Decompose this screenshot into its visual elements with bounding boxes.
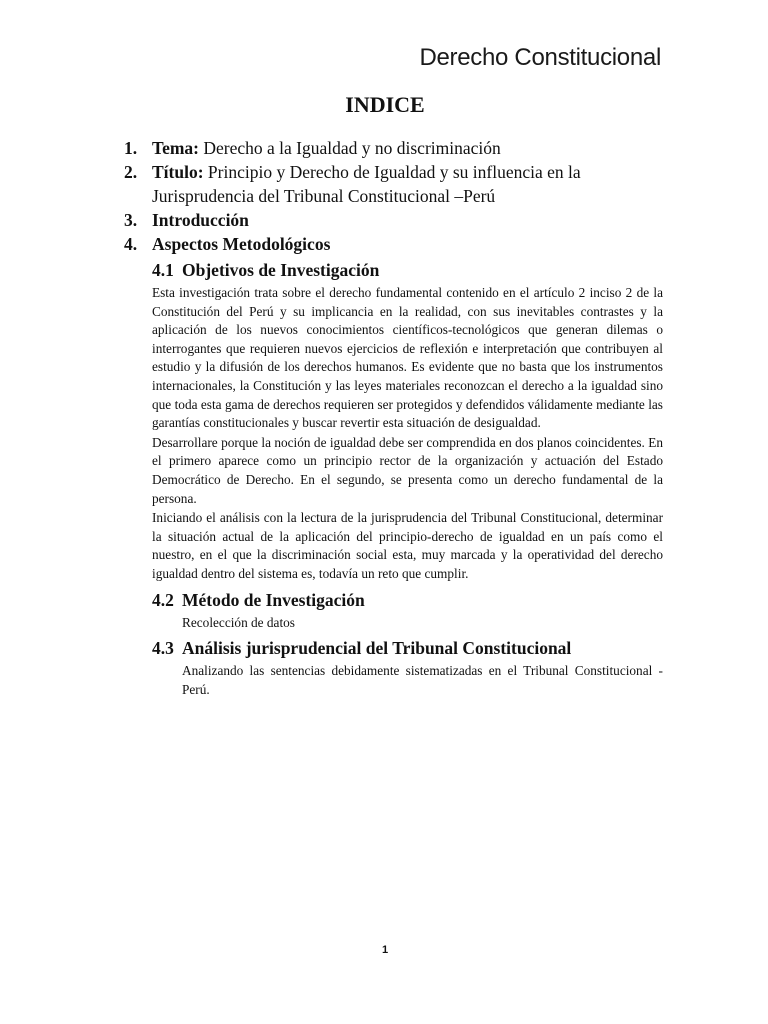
index-item-2 [124, 160, 684, 208]
subsection-title: Análisis jurisprudencial del Tribunal Constitucional [182, 637, 572, 658]
subsection-number: 4.3 [152, 637, 174, 658]
index-title-text: INDICE [345, 92, 425, 117]
paragraph: Iniciando el análisis con la lectura de la jurisprudencia del Tribunal Constitucional, determinar la situación actual de la aplicación del principio-derecho de igualdad en un país como el nuestro, en el que la discriminación social esta, muy marcada y la operatividad del derecho igualdad dentro del sistema es, todavía un reto que cumplir. [152, 510, 663, 581]
item-number: 2. [124, 162, 138, 182]
item-label: Título: [152, 162, 204, 182]
item-label: Tema: [152, 138, 199, 158]
index-item-3 [124, 208, 684, 232]
subsection-4-2 [152, 587, 684, 632]
item-number: 3. [124, 210, 138, 230]
item-text: Derecho a la Igualdad y no discriminación [199, 138, 501, 158]
index-item-4 [124, 232, 684, 256]
item-number: 4. [124, 234, 138, 254]
subsection-number: 4.2 [152, 589, 174, 610]
page-number: 1 [381, 944, 389, 956]
subsection-heading [152, 257, 684, 283]
item-label: Aspectos Metodológicos [152, 234, 331, 254]
index-item-1 [124, 136, 684, 160]
subsection-title: Objetivos de Investigación [182, 260, 380, 280]
subsection-heading [152, 587, 684, 613]
subsection-title: Método de Investigación [182, 589, 365, 610]
subsection-text: Analizando las sentencias debidamente sistematizadas en el Tribunal Constitucional - Perú. [182, 662, 663, 697]
subsection-heading [152, 635, 684, 661]
paragraph: Desarrollare porque la noción de igualdad debe ser comprendida en dos planos coincidentes. En el primero aparece como un principio rector de la organización y actuación del Estado Democrático de Derecho. En el segundo, se presenta como un derecho fundamental de la persona. [152, 434, 663, 506]
item-text: Principio y Derecho de Igualdad y su influencia en la Jurisprudencia del Tribunal Constitucional –Perú [152, 162, 581, 206]
subsection-number: 4.1 [152, 260, 174, 280]
subsection-4-1 [152, 257, 684, 584]
index-title [0, 92, 768, 118]
index-list [124, 136, 684, 699]
item-number: 1. [124, 138, 138, 158]
subsection-4-3 [152, 635, 684, 699]
running-header: Derecho Constitucional [419, 44, 661, 71]
item-label: Introducción [152, 210, 249, 230]
subsection-text: Recolección de datos [182, 614, 295, 630]
paragraph: Esta investigación trata sobre el derecho fundamental contenido en el artículo 2 inciso 2 de la Constitución del Perú y su implicancia en la realidad, con sus inevitables contrastes y la aplicación de los nuevos conocimientos científicos-tecnológicos que generan dilemas o interrogantes que requieren nuevos ejercicios de reflexión e interpretación que contribuyen al estudio y la difusión de los derechos humanos. Es evidente que no basta que los instrumentos internacionales, la Constitución y las leyes materiales reconozcan el derecho a la igualdad sino que toda esta gama de derechos requieren ser protegidos y defendidos válidamente mediante las garantías constitucionales y buscar revertir esta situación de desigualdad. [152, 285, 663, 431]
